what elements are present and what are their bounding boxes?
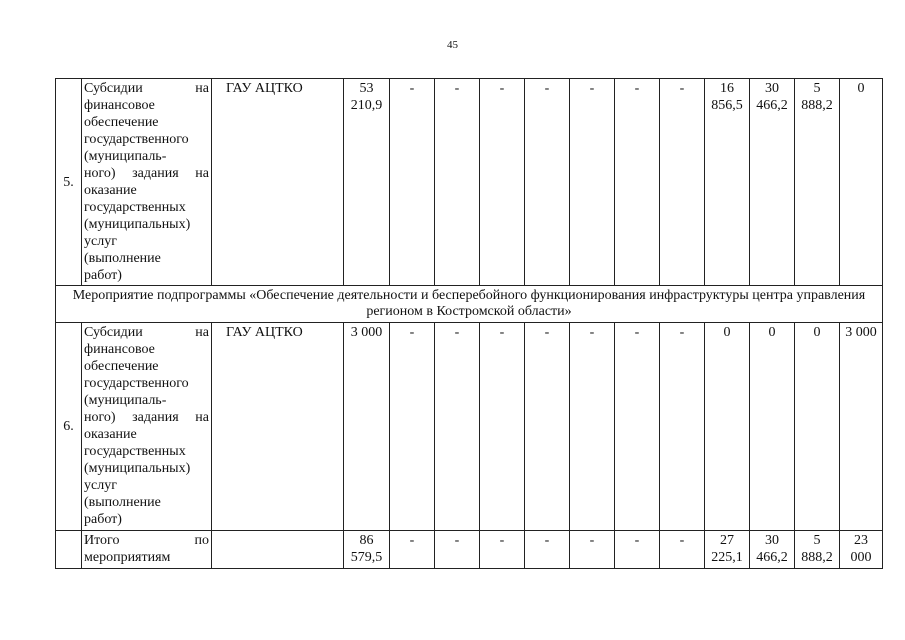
year-value: 0	[750, 323, 795, 531]
cell-dash: -	[660, 323, 705, 531]
cell-dash: -	[480, 79, 525, 286]
row-description: Субсидии на финансовое обеспечение государственного (муниципаль- ного) задания на оказание государственных (муниципальных) услуг (выполнение работ)	[82, 323, 212, 531]
year-value: 0	[795, 323, 840, 531]
year-value: 16 856,5	[705, 79, 750, 286]
total-value: 3 000	[344, 323, 390, 531]
year-value: 30 466,2	[750, 79, 795, 286]
cell-dash: -	[435, 323, 480, 531]
cell-dash: -	[525, 531, 570, 569]
row-number: 5.	[56, 79, 82, 286]
cell-dash: -	[615, 323, 660, 531]
row-number: 6.	[56, 323, 82, 531]
cell-dash: -	[570, 79, 615, 286]
year-value: 27 225,1	[705, 531, 750, 569]
year-value: 0	[840, 79, 883, 286]
cell-dash: -	[435, 79, 480, 286]
cell-dash: -	[390, 323, 435, 531]
section-title: Мероприятие подпрограммы «Обеспечение деятельности и бесперебойного функционирования инфраструктуры центра управления регионом в Костромской области»	[56, 286, 883, 323]
table-row	[56, 79, 883, 286]
row-description: Субсидии на финансовое обеспечение государственного (муниципаль- ного) задания на оказание государственных (муниципальных) услуг (выполнение работ)	[82, 79, 212, 286]
total-value: 53 210,9	[344, 79, 390, 286]
cell-dash: -	[615, 79, 660, 286]
executor: ГАУ АЦТКО	[212, 79, 344, 286]
cell-dash: -	[660, 531, 705, 569]
cell-dash: -	[525, 79, 570, 286]
total-label: Итого по мероприятиям	[82, 531, 212, 569]
total-row-number	[56, 531, 82, 569]
cell-dash: -	[660, 79, 705, 286]
year-value: 5 888,2	[795, 79, 840, 286]
page-number: 45	[447, 39, 458, 51]
year-value: 30 466,2	[750, 531, 795, 569]
total-row	[56, 531, 883, 569]
year-value: 23 000	[840, 531, 883, 569]
cell-dash: -	[390, 531, 435, 569]
executor: ГАУ АЦТКО	[212, 323, 344, 531]
subsidies-table	[55, 78, 883, 569]
total-executor	[212, 531, 344, 569]
cell-dash: -	[525, 323, 570, 531]
cell-dash: -	[435, 531, 480, 569]
cell-dash: -	[390, 79, 435, 286]
total-value: 86 579,5	[344, 531, 390, 569]
year-value: 3 000	[840, 323, 883, 531]
table-row	[56, 323, 883, 531]
year-value: 0	[705, 323, 750, 531]
cell-dash: -	[480, 531, 525, 569]
cell-dash: -	[615, 531, 660, 569]
cell-dash: -	[570, 323, 615, 531]
year-value: 5 888,2	[795, 531, 840, 569]
cell-dash: -	[480, 323, 525, 531]
section-row	[56, 286, 883, 323]
cell-dash: -	[570, 531, 615, 569]
